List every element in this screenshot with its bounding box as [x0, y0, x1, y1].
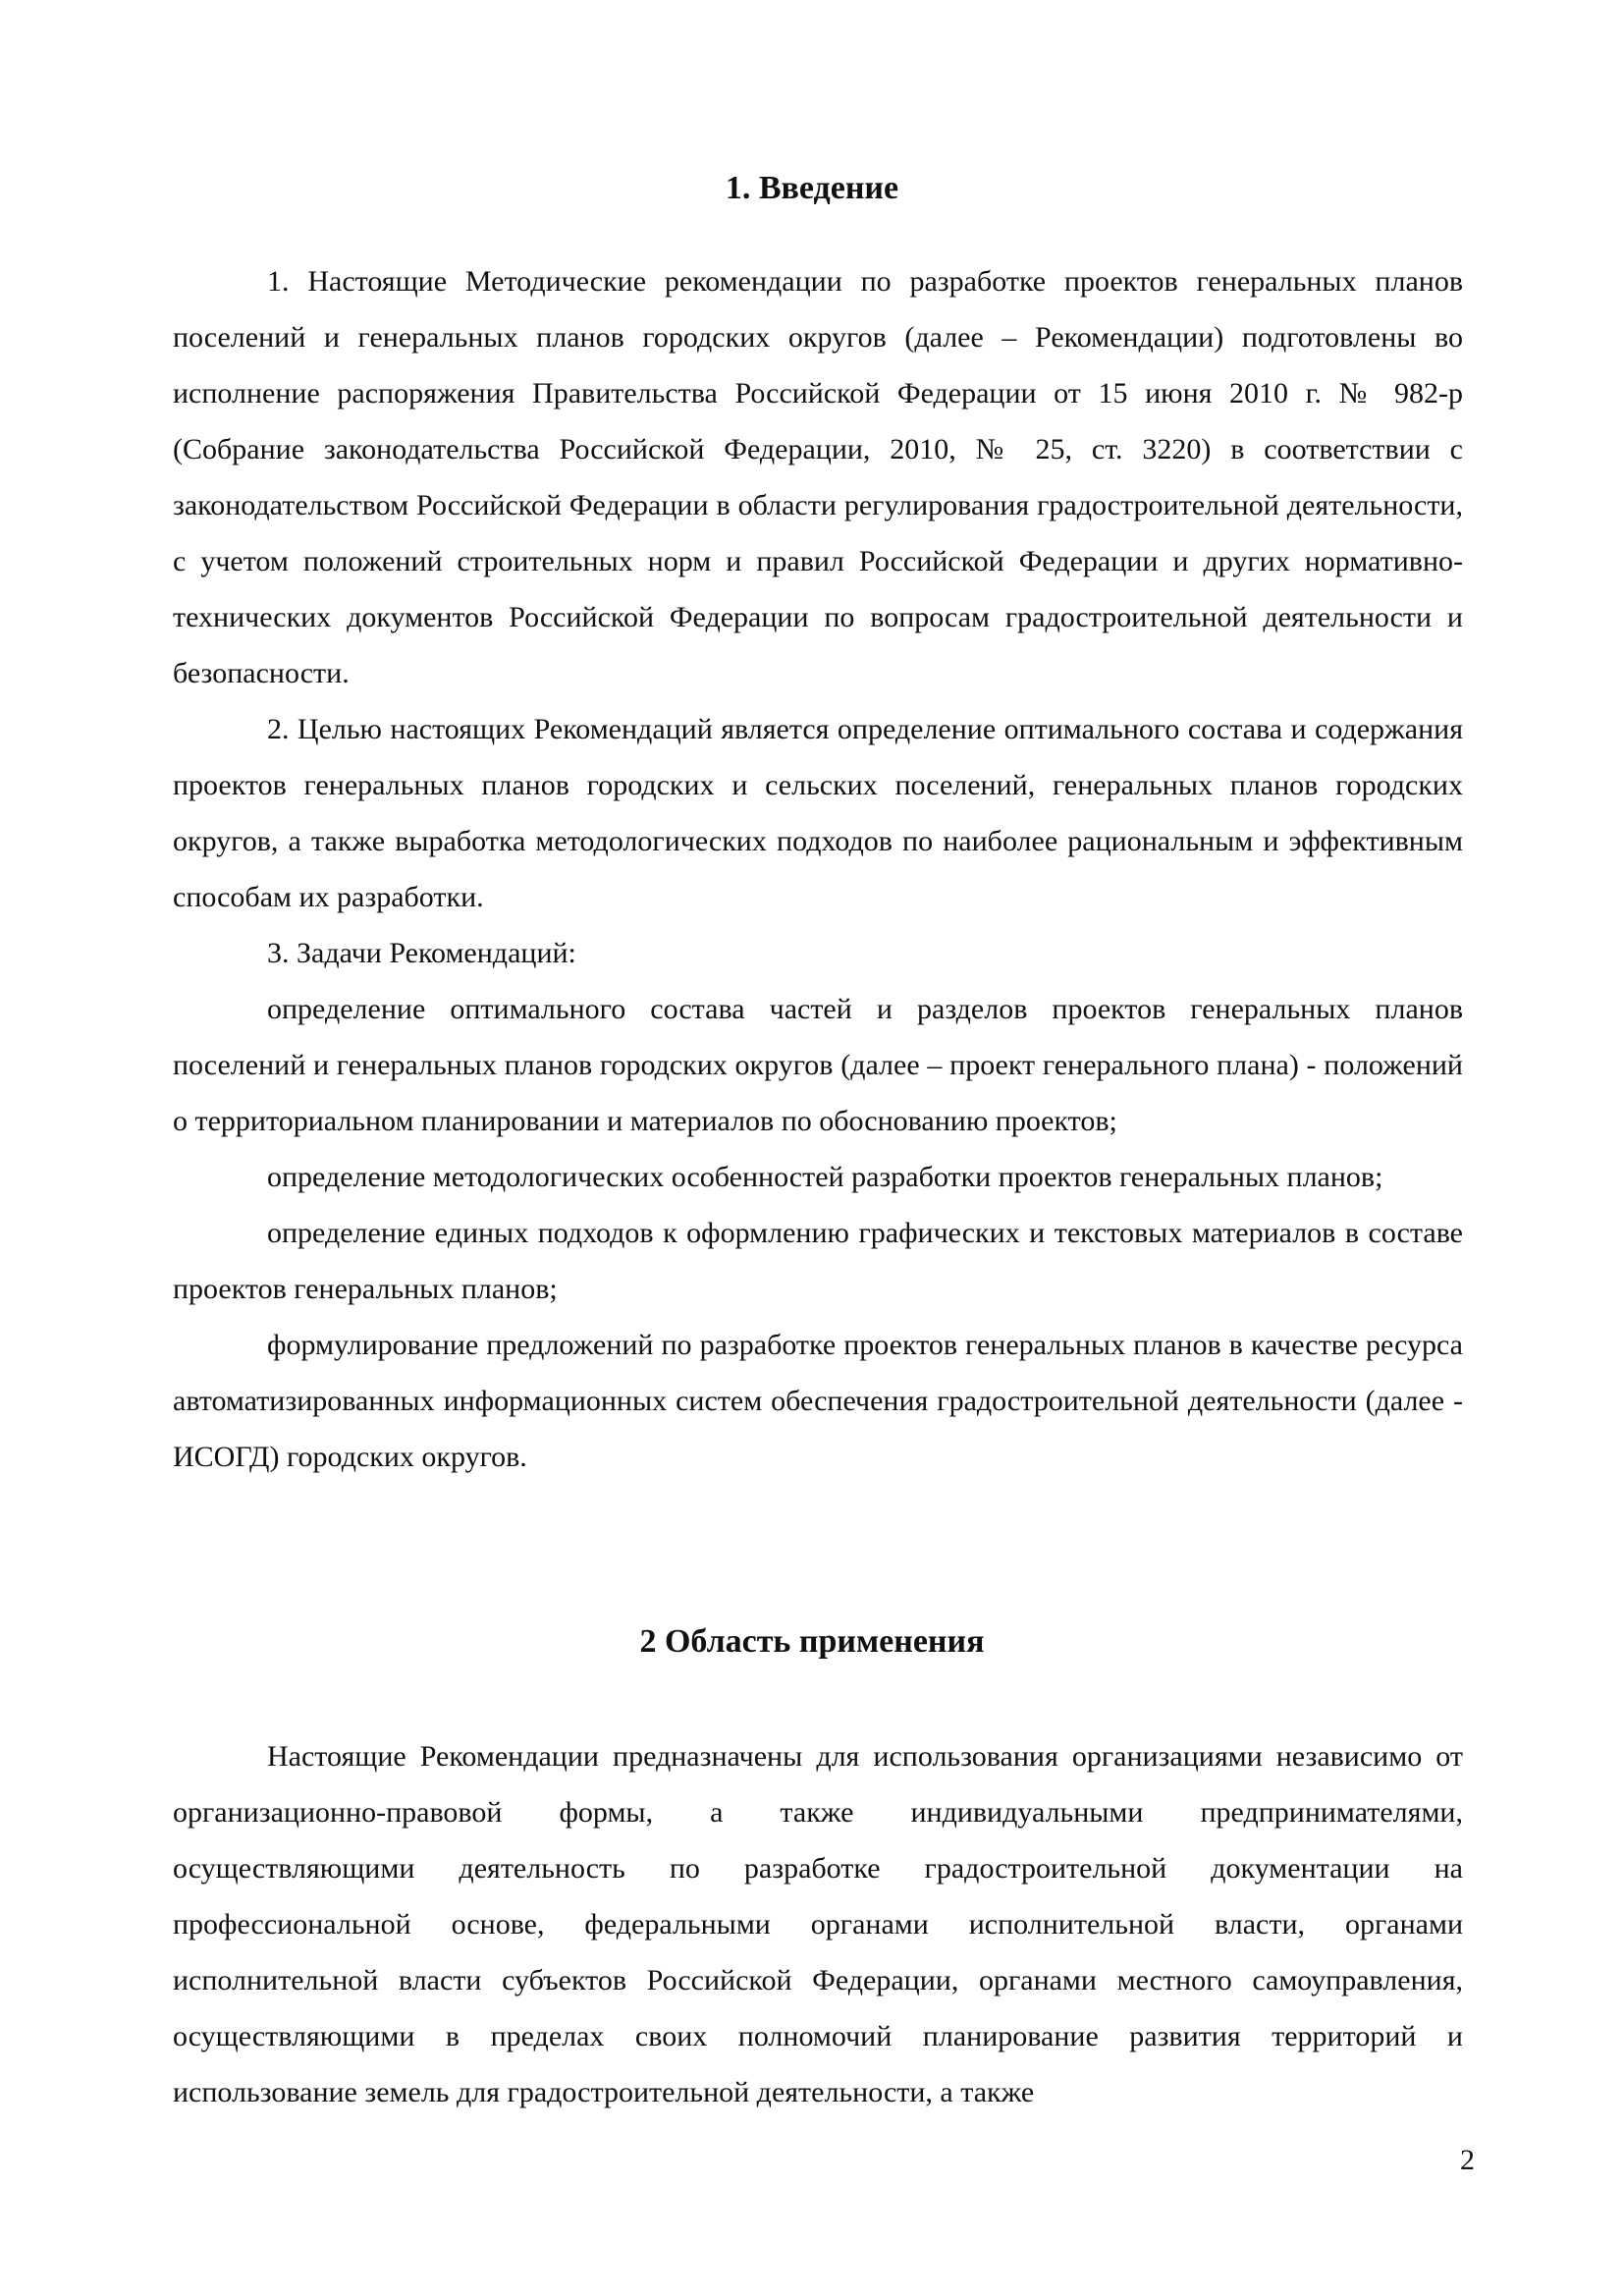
section-introduction-body	[173, 253, 1463, 1485]
section-heading-scope: 2 Область применения	[639, 1623, 985, 1660]
task-item-4: формулирование предложений по разработке проектов генеральных планов в качестве ресурса автоматизированных информационных систем обеспечения градостроительной деятельности (далее - ИСОГД) городских округов.	[173, 1329, 1463, 1473]
paragraph-1: 1. Настоящие Методические рекомендации по разработке проектов генеральных планов поселений и генеральных планов городских округов (далее – Рекомендации) подготовлены во исполнение распоряжения Правительства Российской Федерации от 15 июня 2010 г. № 982-р (Собрание законодательства Российской Федерации, 2010, № 25, ст. 3220) в соответствии с законодательством Российской Федерации в области регулирования градостроительной деятельности, с учетом положений строительных норм и правил Российской Федерации и других нормативно-технических документов Российской Федерации по вопросам градостроительной деятельности и безопасности.	[173, 265, 1463, 689]
scope-paragraph: Настоящие Рекомендации предназначены для использования организациями независимо от организационно-правовой формы, а также индивидуальными предпринимателями, осуществляющими деятельность по разработке градостроительной документации на профессиональной основе, федеральными органами исполнительной власти, органами исполнительной власти субъектов Российской Федерации, органами местного самоуправления, осуществляющими в пределах своих полномочий планирование развития территорий и использование земель для градостроительной деятельности, а также	[173, 1740, 1463, 2108]
task-item-2: определение методологических особенностей разработки проектов генеральных планов;	[267, 1161, 1383, 1193]
section-heading-introduction: 1. Введение	[725, 170, 899, 206]
section-scope-body	[173, 1728, 1463, 2120]
task-item-1: определение оптимального состава частей и разделов проектов генеральных планов поселений и генеральных планов городских округов (далее – проект генерального плана) - положений о территориальном планировании и материалов по обоснованию проектов;	[173, 993, 1463, 1137]
page-number: 2	[1460, 2144, 1475, 2176]
task-item-3: определение единых подходов к оформлению графических и текстовых материалов в составе проектов генеральных планов;	[173, 1217, 1463, 1305]
paragraph-2: 2. Целью настоящих Рекомендаций является определение оптимального состава и содержания проектов генеральных планов городских и сельских поселений, генеральных планов городских округов, а также выработка методологических подходов по наиболее рациональным и эффективным способам их разработки.	[173, 713, 1463, 913]
paragraph-3-tasks-title: 3. Задачи Рекомендаций:	[267, 937, 576, 969]
